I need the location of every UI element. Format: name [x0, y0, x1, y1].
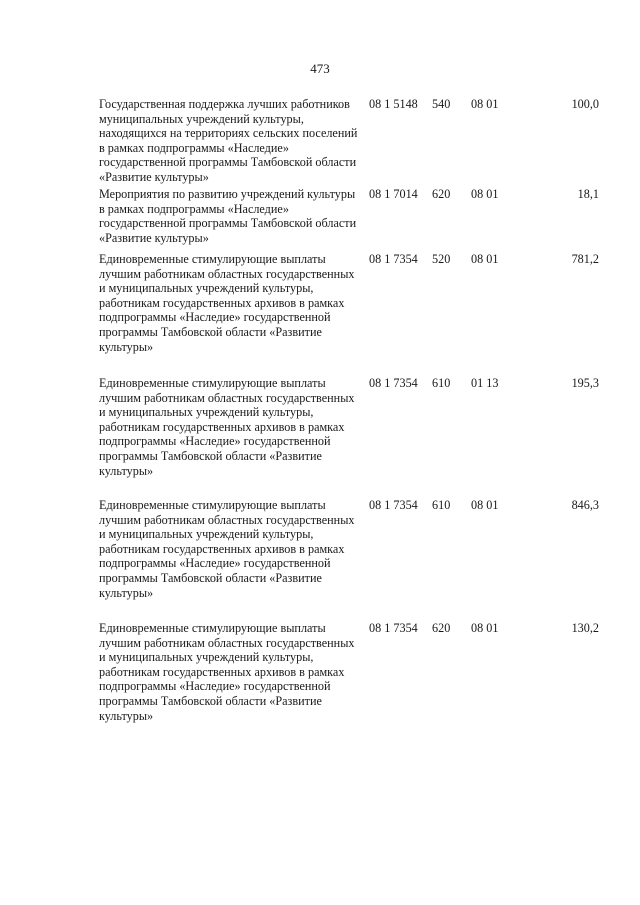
row-description: Единовременные стимулирующие выплаты лучшим работникам областных государственных и муниципальных учреждений культуры, работникам государственных архивов в рамках подпрограммы «Наследие» государственной программы Тамбовской области «Развитие культуры»: [99, 376, 355, 478]
row-expense-type: 620: [432, 621, 451, 635]
row-expense-type: 620: [432, 187, 451, 201]
page-number: 473: [310, 61, 330, 76]
row-section: 08 01: [471, 97, 499, 111]
row-section: 08 01: [471, 498, 499, 512]
row-expense-type: 610: [432, 376, 451, 390]
row-target-article: 08 1 7354: [369, 376, 418, 390]
row-target-article: 08 1 7354: [369, 252, 418, 266]
row-description: Мероприятия по развитию учреждений культуры в рамках подпрограммы «Наследие» государственной программы Тамбовской области «Развитие культуры»: [99, 187, 357, 245]
row-amount: 781,2: [571, 252, 599, 266]
row-section: 08 01: [471, 621, 499, 635]
row-expense-type: 610: [432, 498, 451, 512]
row-amount: 18,1: [577, 187, 599, 201]
row-expense-type: 540: [432, 97, 451, 111]
row-target-article: 08 1 7014: [369, 187, 418, 201]
row-target-article: 08 1 7354: [369, 498, 418, 512]
row-section: 08 01: [471, 252, 499, 266]
row-description: Государственная поддержка лучших работников муниципальных учреждений культуры, находящихся на территориях сельских поселений в рамках подпрограммы «Наследие» государственной программы Тамбовской области «Развитие культуры»: [99, 97, 358, 184]
row-section: 01 13: [471, 376, 499, 390]
row-amount: 100,0: [571, 97, 599, 111]
row-description: Единовременные стимулирующие выплаты лучшим работникам областных государственных и муниципальных учреждений культуры, работникам государственных архивов в рамках подпрограммы «Наследие» государственной программы Тамбовской области «Развитие культуры»: [99, 498, 355, 600]
row-target-article: 08 1 5148: [369, 97, 418, 111]
row-amount: 195,3: [571, 376, 599, 390]
row-expense-type: 520: [432, 252, 451, 266]
row-target-article: 08 1 7354: [369, 621, 418, 635]
row-description: Единовременные стимулирующие выплаты лучшим работникам областных государственных и муниципальных учреждений культуры, работникам государственных архивов в рамках подпрограммы «Наследие» государственной программы Тамбовской области «Развитие культуры»: [99, 621, 355, 723]
row-amount: 130,2: [571, 621, 599, 635]
row-amount: 846,3: [571, 498, 599, 512]
row-description: Единовременные стимулирующие выплаты лучшим работникам областных государственных и муниципальных учреждений культуры, работникам государственных архивов в рамках подпрограммы «Наследие» государственной программы Тамбовской области «Развитие культуры»: [99, 252, 355, 354]
row-section: 08 01: [471, 187, 499, 201]
